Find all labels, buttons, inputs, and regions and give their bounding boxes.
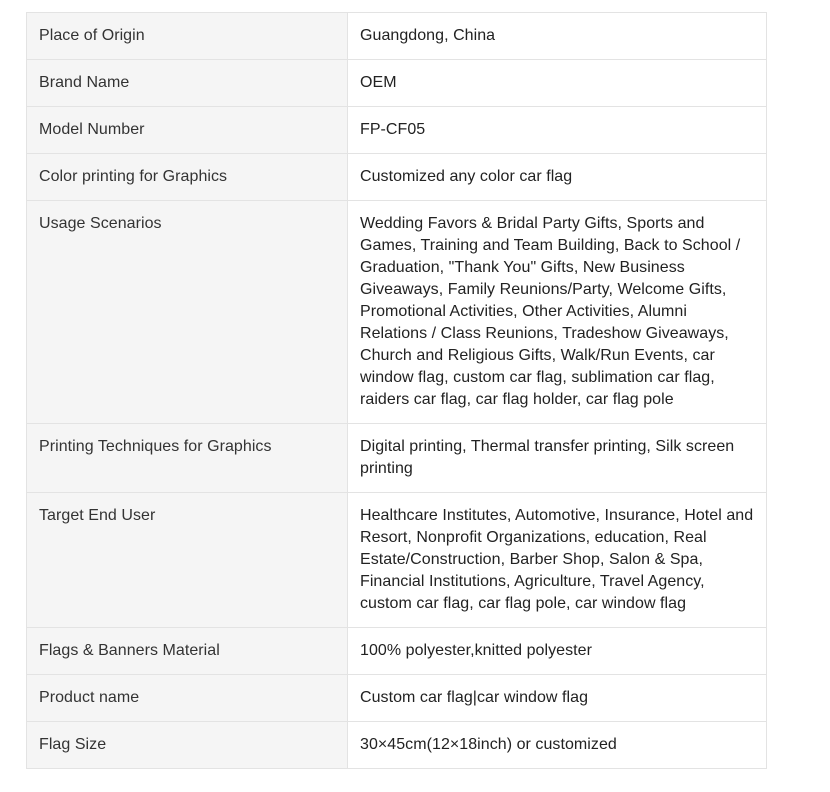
spec-label: Color printing for Graphics — [27, 154, 348, 201]
spec-value: 30×45cm(12×18inch) or customized — [348, 722, 767, 769]
spec-label: Target End User — [27, 493, 348, 628]
spec-row-usage-scenarios — [27, 201, 767, 424]
spec-value: FP-CF05 — [348, 107, 767, 154]
product-spec-table — [26, 12, 767, 769]
spec-row-model-number — [27, 107, 767, 154]
spec-row-product-name — [27, 675, 767, 722]
spec-label: Brand Name — [27, 60, 348, 107]
spec-row-printing-techniques — [27, 424, 767, 493]
spec-value: Healthcare Institutes, Automotive, Insurance, Hotel and Resort, Nonprofit Organizations, education, Real Estate/Construction, Barber Shop, Salon & Spa, Financial Institutions, Agriculture, Travel Agency, custom car flag, car flag pole, car window flag — [348, 493, 767, 628]
spec-row-color-printing — [27, 154, 767, 201]
spec-row-place-of-origin — [27, 13, 767, 60]
spec-label: Model Number — [27, 107, 348, 154]
spec-value: OEM — [348, 60, 767, 107]
spec-label: Flag Size — [27, 722, 348, 769]
spec-row-brand-name — [27, 60, 767, 107]
spec-value: Customized any color car flag — [348, 154, 767, 201]
spec-value: Guangdong, China — [348, 13, 767, 60]
spec-value: Digital printing, Thermal transfer printing, Silk screen printing — [348, 424, 767, 493]
spec-row-flag-size — [27, 722, 767, 769]
spec-label: Place of Origin — [27, 13, 348, 60]
spec-row-target-end-user — [27, 493, 767, 628]
spec-label: Flags & Banners Material — [27, 628, 348, 675]
spec-label: Usage Scenarios — [27, 201, 348, 424]
spec-label: Product name — [27, 675, 348, 722]
spec-row-material — [27, 628, 767, 675]
spec-label: Printing Techniques for Graphics — [27, 424, 348, 493]
spec-value: 100% polyester,knitted polyester — [348, 628, 767, 675]
spec-value: Custom car flag|car window flag — [348, 675, 767, 722]
spec-value: Wedding Favors & Bridal Party Gifts, Sports and Games, Training and Team Building, Back to School / Graduation, "Thank You" Gifts, New Business Giveaways, Family Reunions/Party, Welcome Gifts, Promotional Activities, Other Activities, Alumni Relations / Class Reunions, Tradeshow Giveaways, Church and Religious Gifts, Walk/Run Events, car window flag, custom car flag, sublimation car flag, raiders car flag, car flag holder, car flag pole — [348, 201, 767, 424]
